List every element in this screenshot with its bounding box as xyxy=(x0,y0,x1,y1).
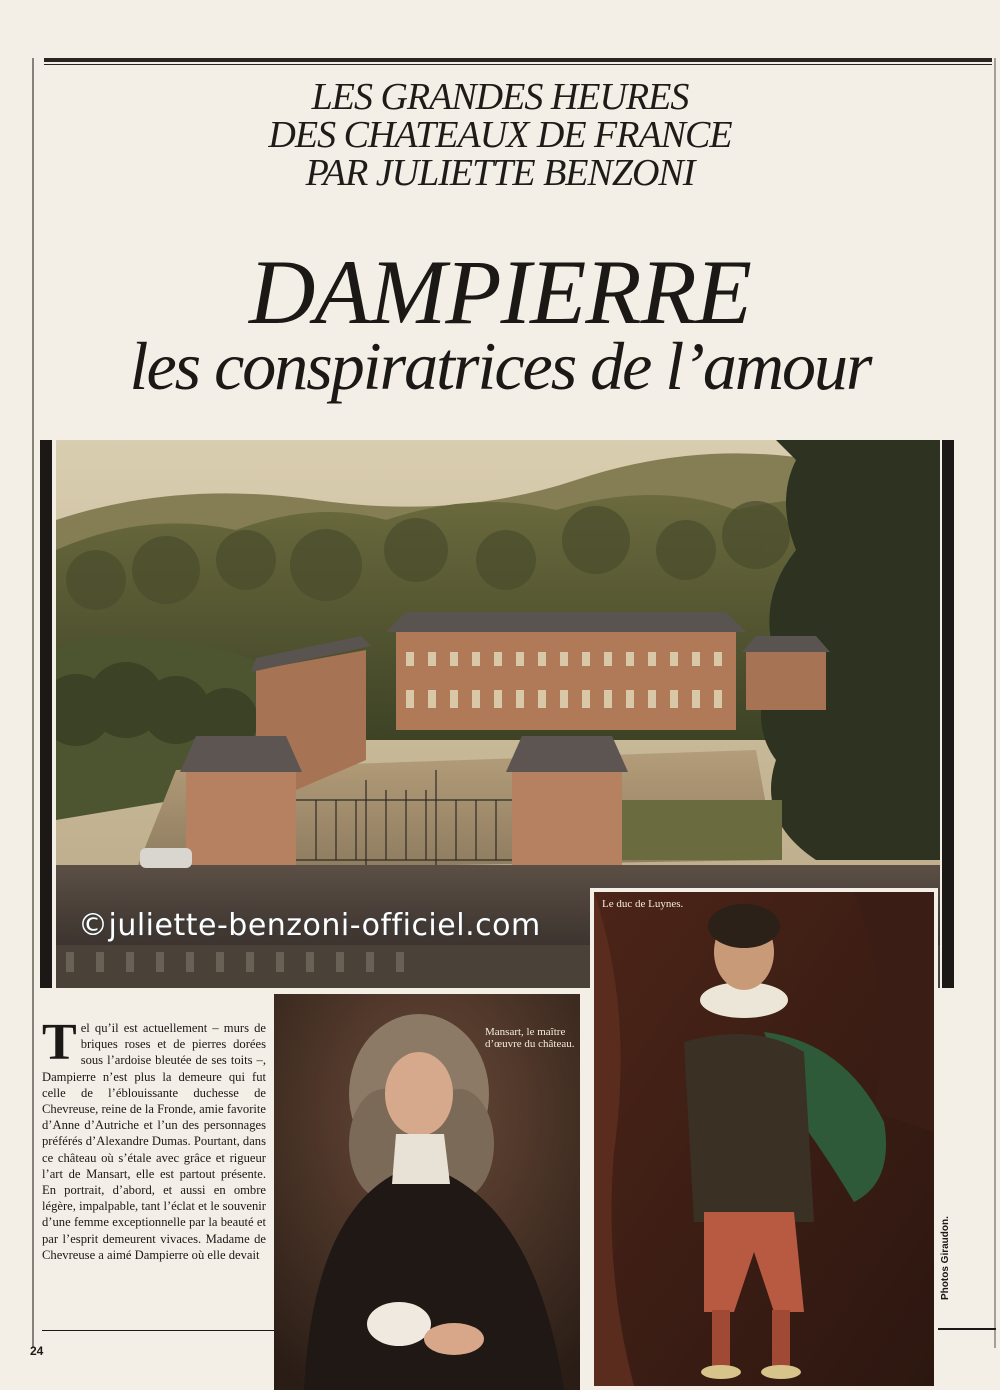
article-title: DAMPIERRE xyxy=(249,241,751,343)
luynes-illustration xyxy=(594,892,934,1386)
series-heading xyxy=(200,78,800,192)
column-bottom-rule xyxy=(42,1330,274,1331)
top-rule-thin xyxy=(44,64,992,65)
series-line-1: LES GRANDES HEURES xyxy=(311,76,689,118)
article-body xyxy=(42,1014,266,1263)
top-rule xyxy=(44,58,992,62)
drop-cap: T xyxy=(42,1014,77,1071)
article-paragraph: el qu’il est actuellement – murs de briques roses et de pierres dorées sous l’ardoise bleutée de ses toits –, Dampierre n’est plus la demeure qui fut celle de l’éblouissante duchesse de Chevreuse, reine de la Fronde, amie favorite d’Anne d’Autriche et l’un des personnages préférés d’Alexandre Dumas. Pourtant, dans ce château où s’étale avec grâce et rigueur l’art de Mansart, elle est partout présente. En portrait, d’abord, et aussi en ombre légère, impalpable, tant l’éclat et le souvenir d’une femme exceptionnelle par la beauté et par l’esprit demeurent vivaces. Madame de Chevreuse a aimé Dampierre où elle devait xyxy=(42,1021,266,1262)
mansart-caption: Mansart, le maître d’œuvre du château. xyxy=(485,1026,575,1050)
mansart-portrait xyxy=(274,994,580,1390)
luynes-portrait xyxy=(590,888,938,1390)
photo-border-right xyxy=(942,440,954,988)
article-subtitle: les conspiratrices de l’amour xyxy=(129,328,871,404)
luynes-caption: Le duc de Luynes. xyxy=(602,898,684,910)
page-number: 24 xyxy=(30,1344,44,1358)
mansart-illustration xyxy=(274,994,580,1390)
series-line-3: PAR JULIETTE BENZONI xyxy=(305,152,695,194)
watermark: ©juliette-benzoni-officiel.com xyxy=(78,908,541,943)
series-line-2: DES CHATEAUX DE FRANCE xyxy=(268,114,732,156)
photo-credit: Photos Giraudon. xyxy=(940,1216,951,1300)
photo-border-left xyxy=(40,440,52,988)
bottom-right-rule xyxy=(938,1328,996,1330)
